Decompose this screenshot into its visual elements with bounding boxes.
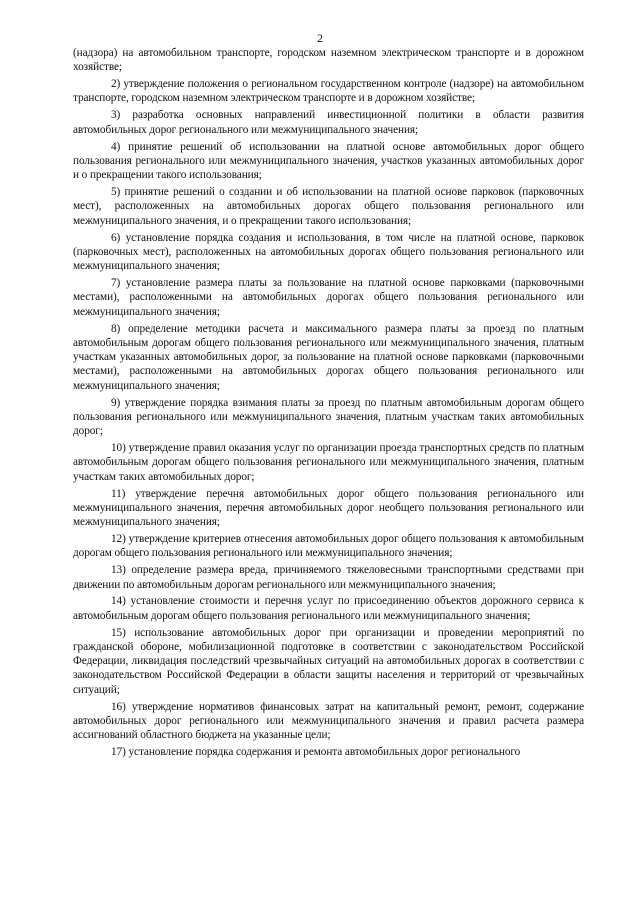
page-number: 2 (317, 31, 323, 45)
paragraph-item-10: 10) утверждение правил оказания услуг по организации проезда транспортных средств по платным автомобильным дорогам общего пользования регионального или межмуниципального значения, платным участкам таких автомобильных дорог; (73, 442, 584, 483)
paragraph-item-13: 13) определение размера вреда, причиняемого тяжеловесными транспортными средствами при движении по автомобильным дорогам регионального или межмуниципального значения; (73, 564, 584, 591)
paragraph-item-14: 14) установление стоимости и перечня услуг по присоединению объектов дорожного сервиса к автомобильным дорогам общего пользования регионального или межмуниципального значения; (73, 595, 584, 622)
paragraph-item-9: 9) утверждение порядка взимания платы за проезд по платным автомобильным дорогам общего пользования регионального или межмуниципального значения, платным участкам таких автомобильных дорог; (73, 396, 584, 438)
paragraph-item-11: 11) утверждение перечня автомобильных дорог общего пользования регионального или межмуниципального значения, перечня автомобильных дорог необщего пользования регионального или межмуниципального значения; (73, 487, 584, 529)
document-body (73, 46, 584, 762)
paragraph-continuation: (надзора) на автомобильном транспорте, городском наземном электрическом транспорте и в дорожном хозяйстве; (73, 47, 584, 74)
paragraph-item-6: 6) установление порядка создания и использования, в том числе на платной основе, парковок (парковочных мест), расположенных на автомобильных дорогах общего пользования регионального или межмуниципального значения; (73, 231, 584, 273)
paragraph-item-12: 12) утверждение критериев отнесения автомобильных дорог общего пользования к автомобильным дорогам общего пользования регионального или межмуниципального значения; (73, 533, 584, 560)
paragraph-item-2: 2) утверждение положения о региональном государственном контроле (надзоре) на автомобильном транспорте, городском наземном электрическом транспорте и в дорожном хозяйстве; (73, 78, 584, 105)
paragraph-item-3: 3) разработка основных направлений инвестиционной политики в области развития автомобильных дорог регионального или межмуниципального значения; (73, 109, 584, 136)
paragraph-item-5: 5) принятие решений о создании и об использовании на платной основе парковок (парковочных мест), расположенных на автомобильных дорогах общего пользования регионального или межмуниципального значения, и о прекращении такого использования; (73, 186, 584, 227)
paragraph-item-16: 16) утверждение нормативов финансовых затрат на капитальный ремонт, ремонт, содержание автомобильных дорог регионального или межмуниципального значения и правил расчета размера ассигнований областного бюджета на указанные цели; (73, 700, 584, 742)
paragraph-item-8: 8) определение методики расчета и максимального размера платы за проезд по платным автомобильным дорогам общего пользования регионального или межмуниципального значения, платным участкам указанных автомобильных дорог, за пользование на платной основе парковками (парковочными местами), расположенными на автомобильных дорогах общего пользования регионального или межмуниципального значения; (73, 322, 584, 392)
paragraph-item-15: 15) использование автомобильных дорог при организации и проведении мероприятий по гражданской обороне, мобилизационной подготовке в соответствии с законодательством Российской Федерации, ликвидация последствий чрезвычайных ситуаций на автомобильных дорогах в соответствии с законодательством Российской Федерации в области защиты населения и территорий от чрезвычайных ситуаций; (73, 626, 584, 696)
paragraph-item-7: 7) установление размера платы за пользование на платной основе парковками (парковочными местами), расположенными на автомобильных дорогах общего пользования регионального или межмуниципального значения; (73, 277, 584, 318)
paragraph-item-17: 17) установление порядка содержания и ремонта автомобильных дорог регионального (111, 746, 521, 759)
paragraph-item-4: 4) принятие решений об использовании на платной основе автомобильных дорог общего пользования регионального или межмуниципального значения, участков указанных автомобильных дорог и о прекращении такого использования; (73, 140, 584, 182)
